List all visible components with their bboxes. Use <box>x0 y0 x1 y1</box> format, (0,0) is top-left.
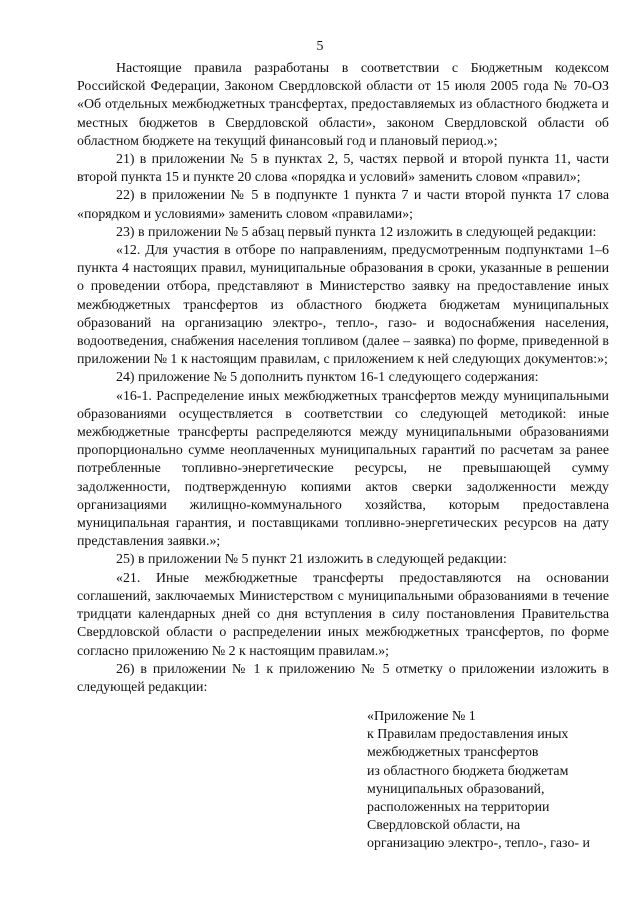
paragraph-quoted-point-21: «21. Иные межбюджетные трансферты предоставляются на основании соглашений, заключаемых Министерством с муниципальными образованиями в течение тридцати календарных дней со дня вступления в силу постановления Правительства Свердловской области о распределении иных межбюджетных трансфертов, по форме согласно приложению № 2 к настоящим правилам.»; <box>77 570 609 659</box>
paragraph-intro-rules-basis: Настоящие правила разработаны в соответствии с Бюджетным кодексом Российской Федерации, Законом Свердловской области от 15 июля 2005 года № 70-ОЗ «Об отдельных межбюджетных трансфертах, предоставляемых из областного бюджета и местных бюджетов в Свердловской области», законом Свердловской области об областном бюджете на текущий финансовый год и плановый период.»; <box>77 61 609 149</box>
appendix-mark-line: муниципальных образований, <box>367 781 545 797</box>
paragraph-item-25: 25) в приложении № 5 пункт 21 изложить в следующей редакции: <box>116 552 507 568</box>
page-number: 5 <box>316 39 324 54</box>
appendix-mark-line: межбюджетных трансфертов <box>367 745 539 761</box>
document-body <box>77 60 609 697</box>
appendix-mark-line: к Правилам предоставления иных <box>367 727 569 743</box>
appendix-mark-line: из областного бюджета бюджетам <box>367 763 569 779</box>
paragraph-item-24: 24) приложение № 5 дополнить пунктом 16-1 следующего содержания: <box>116 370 539 386</box>
paragraph-quoted-point-12: «12. Для участия в отборе по направлениям, предусмотренным подпунктами 1–6 пункта 4 настоящих правил, муниципальные образования в сроки, указанные в решении о проведении отбора, представляют в Министерство заявку на предоставление иных межбюджетных трансфертов из областного бюджета бюджетам муниципальных образований на организацию электро-, тепло-, газо- и водоснабжения населения, водоотведения, снабжения населения топливом (далее – заявка) по форме, приведенной в приложении № 1 к настоящим правилам, с приложением к ней следующих документов:»; <box>77 243 609 368</box>
appendix-mark-line: организацию электро-, тепло-, газо- и <box>367 836 590 852</box>
paragraph-item-21: 21) в приложении № 5 в пунктах 2, 5, частях первой и второй пункта 11, части второй пункта 15 и пункте 20 слова «порядка и условий» заменить словом «правил»; <box>77 152 609 186</box>
appendix-mark <box>367 708 612 854</box>
appendix-mark-line: расположенных на территории <box>367 800 550 816</box>
appendix-mark-line: «Приложение № 1 <box>367 709 476 724</box>
paragraph-item-26: 26) в приложении № 1 к приложению № 5 отметку о приложении изложить в следующей редакции: <box>77 661 609 695</box>
appendix-mark-line: Свердловской области, на <box>367 818 521 834</box>
paragraph-item-22: 22) в приложении № 5 в подпункте 1 пункта 7 и части второй пункта 17 слова «порядком и условиями» заменить словом «правилами»; <box>77 188 609 222</box>
paragraph-item-23: 23) в приложении № 5 абзац первый пункта 12 изложить в следующей редакции: <box>116 224 597 240</box>
paragraph-quoted-point-16-1: «16-1. Распределение иных межбюджетных трансфертов между муниципальными образованиями осуществляется в соответствии со следующей методикой: иные межбюджетные трансферты распределяются между муниципальными образованиями пропорционально сумме неоплаченных муниципальных гарантий по расчетам за ранее потребленные топливно-энергетические ресурсы, не превышающей сумму задолженности, подтвержденную копиями актов сверки задолженности между организациями жилищно-коммунального хозяйства, которым предоставлена муниципальная гарантия, и поставщиками топливно-энергетических ресурсов на дату представления заявки.»; <box>77 388 609 550</box>
